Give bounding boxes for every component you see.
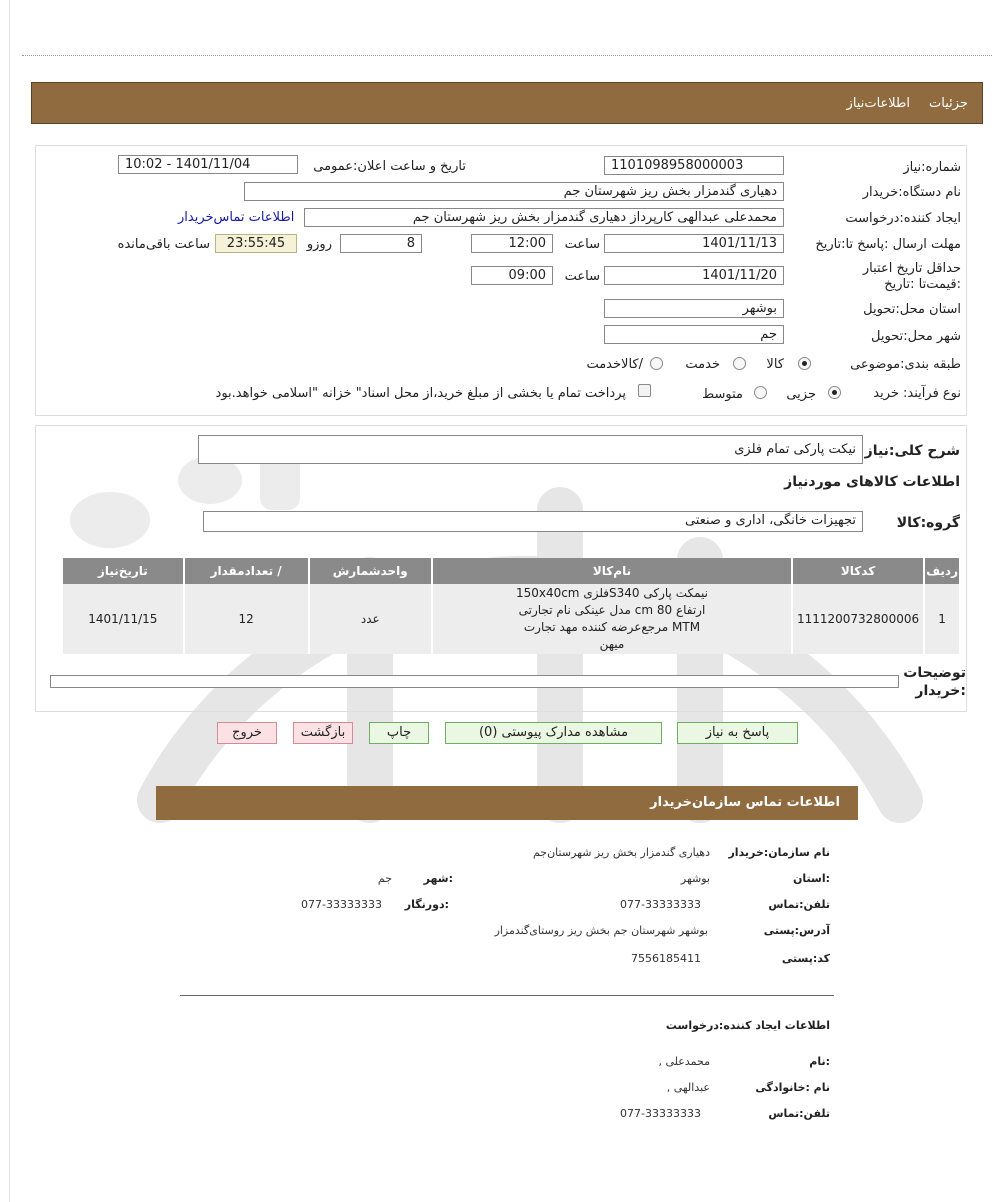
creator-name-label: :نام — [809, 1055, 830, 1068]
contact-province-value: بوشهر — [680, 872, 710, 885]
back-button[interactable]: بازگشت — [293, 722, 353, 744]
category-goods-label: کالا — [766, 357, 784, 372]
process-medium-label: متوسط — [702, 387, 743, 402]
contact-title: اطلاعات تماس سازمان‌خریدار — [650, 795, 840, 810]
contact-postal-value: 7556185411 — [631, 952, 701, 965]
row-name — [432, 584, 792, 654]
creator-phone-value: 077-33333333 — [620, 1107, 701, 1120]
process-minor-label: جزیی — [786, 387, 816, 402]
need-desc-field: نیکت پارکی تمام فلزی — [198, 435, 863, 464]
remaining-time-field: 23:55:45 — [215, 234, 297, 253]
table-row — [63, 584, 960, 654]
col-quantity: / تعدادمقدار — [184, 558, 309, 584]
category-goods-radio[interactable] — [798, 357, 811, 370]
col-name: نام‌کالا — [432, 558, 792, 584]
contact-city-value: جم — [377, 872, 392, 885]
buyer-contact-link[interactable]: اطلاعات تماس‌خریدار — [178, 210, 295, 225]
remaining-label: ساعت باقی‌مانده — [117, 237, 210, 252]
contact-address-value: بوشهر شهرستان جم بخش ریز روستای‌گندمزار — [494, 924, 708, 937]
buyer-notes-field — [50, 675, 899, 688]
process-label: نوع فرآیند: خرید — [873, 386, 961, 401]
need-number-field: 1101098958000003 — [604, 156, 784, 175]
tab-need-info[interactable]: اطلاعات‌نیاز — [846, 96, 910, 111]
contact-org-label: نام سازمان:خریدار — [728, 846, 830, 859]
creator-name-value: محمدعلی , — [658, 1055, 710, 1068]
goods-table — [63, 558, 961, 654]
deadline-label: مهلت ارسال :پاسخ تا:تاریخ — [815, 237, 961, 252]
creator-field: محمدعلی عبدالهی کارپرداز دهیاری گندمزار بخش ریز شهرستان جم — [304, 208, 784, 227]
deadline-time-field: 12:00 — [471, 234, 553, 253]
col-row: ردیف — [924, 558, 960, 584]
days-field: 8 — [340, 234, 422, 253]
province-field: بوشهر — [604, 299, 784, 318]
treasury-payment-note: پرداخت تمام یا بخشی از مبلغ خرید،از محل اسناد" خزانه "اسلامی خواهد.بود — [215, 386, 626, 401]
contact-phone-label: تلفن:تماس — [768, 898, 830, 911]
validity-label: حداقل تاریخ اعتبار :قیمت‌تا :تاریخ — [862, 261, 961, 292]
exit-button[interactable]: خروج — [217, 722, 277, 744]
creator-phone-label: تلفن:تماس — [768, 1107, 830, 1120]
deadline-date-field: 1401/11/13 — [604, 234, 784, 253]
contact-city-label: :شهر — [423, 872, 453, 885]
buyer-notes-label: توضیحات :خریدار — [903, 665, 966, 699]
city-field: جم — [604, 325, 784, 344]
view-attachments-button[interactable]: مشاهده مدارک پیوستی (0) — [445, 722, 662, 744]
contact-fax-value: 077-33333333 — [301, 898, 382, 911]
announce-date-label: تاریخ و ساعت اعلان:عمومی — [313, 159, 466, 174]
creator-info-heading: اطلاعات ایجاد کننده:درخواست — [665, 1019, 830, 1032]
creator-family-label: نام :خانوادگی — [755, 1081, 830, 1094]
col-unit: واحدشمارش — [309, 558, 433, 584]
goods-table-header — [63, 558, 960, 584]
category-goods-service-label: /کالاخدمت — [586, 357, 643, 372]
validity-date-field: 1401/11/20 — [604, 266, 784, 285]
contact-address-label: آدرس:پستی — [763, 924, 830, 937]
row-number: 1 — [924, 584, 960, 654]
contact-divider — [180, 995, 834, 996]
details-header-bar — [31, 82, 983, 124]
row-unit: عدد — [309, 584, 433, 654]
contact-fax-label: :دورنگار — [404, 898, 449, 911]
announce-date-field: 1401/11/04 - 10:02 — [118, 155, 298, 174]
reply-button[interactable]: پاسخ به نیاز — [677, 722, 798, 744]
process-minor-radio[interactable] — [828, 386, 841, 399]
contact-org-value: دهیاری گندمزار بخش ریز شهرستان‌جم — [532, 846, 710, 859]
top-divider — [22, 55, 992, 56]
row-need-date: 1401/11/15 — [63, 584, 184, 654]
row-quantity: 12 — [184, 584, 309, 654]
creator-family-value: عبدالهی , — [666, 1081, 710, 1094]
goods-heading: اطلاعات کالاهای موردنیاز — [784, 474, 960, 490]
goods-group-field: تجهیزات خانگی، اداری و صنعتی — [203, 511, 863, 532]
print-button[interactable]: چاپ — [369, 722, 429, 744]
days-label: روزو — [306, 237, 332, 252]
contact-phone-value: 077-33333333 — [620, 898, 701, 911]
row-code: 1111200732800006 — [792, 584, 924, 654]
validity-time-label: ساعت — [564, 269, 600, 284]
page-edge-rule — [9, 0, 10, 1202]
buyer-org-label: نام دستگاه:خریدار — [862, 185, 961, 200]
creator-label: ایجاد کننده:درخواست — [845, 211, 961, 226]
validity-time-field: 09:00 — [471, 266, 553, 285]
process-medium-radio[interactable] — [754, 386, 767, 399]
province-label: استان محل:تحویل — [863, 302, 961, 317]
category-goods-service-radio[interactable] — [650, 357, 663, 370]
buyer-org-field: دهیاری گندمزار بخش ریز شهرستان جم — [244, 182, 784, 201]
col-code: کدکالا — [792, 558, 924, 584]
city-label: شهر محل:تحویل — [871, 329, 961, 344]
goods-group-label: گروه:کالا — [896, 515, 960, 531]
row-name-text: نیمکت پارکی S340فلزی 150x40cm ارتفاع 80 cm مدل عینکی نام تجارتی MTM مرجع‌عرضه کننده مهد تجارت میهن — [515, 586, 709, 651]
col-need-date: تاریخ‌نیاز — [63, 558, 184, 584]
category-service-radio[interactable] — [733, 357, 746, 370]
need-desc-label: شرح کلی:نیاز — [864, 443, 960, 459]
category-service-label: خدمت — [685, 357, 720, 372]
contact-postal-label: کد:پستی — [781, 952, 830, 965]
tab-details[interactable]: جزئیات — [929, 96, 968, 111]
category-label: طبقه بندی:موضوعی — [850, 357, 961, 372]
need-number-label: شماره:نیاز — [903, 160, 961, 175]
contact-header-bar — [156, 786, 858, 820]
contact-province-label: :استان — [793, 872, 830, 885]
treasury-payment-checkbox[interactable] — [638, 384, 651, 397]
deadline-time-label: ساعت — [564, 237, 600, 252]
